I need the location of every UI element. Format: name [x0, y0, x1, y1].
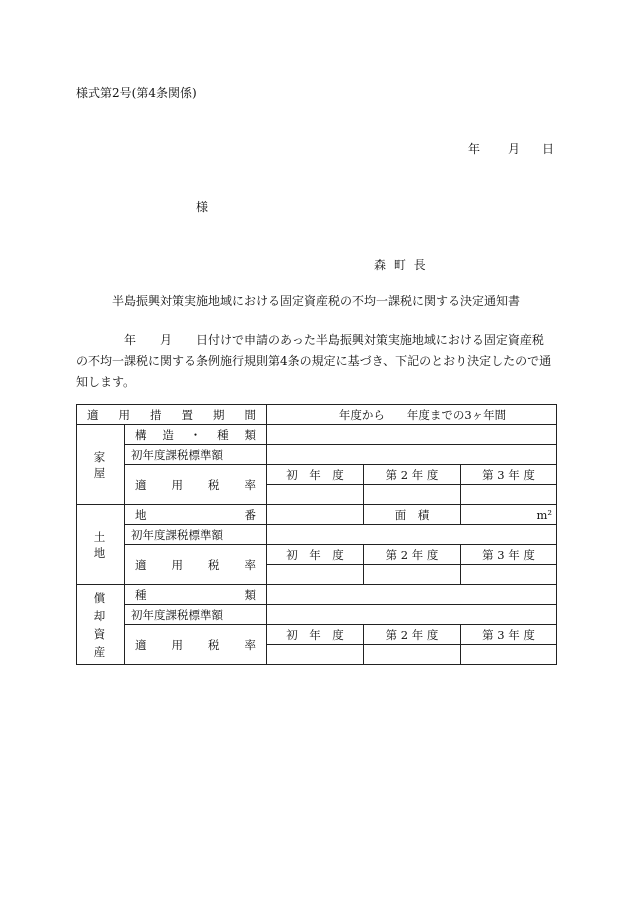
house-section-label: 家 屋	[77, 425, 125, 505]
depreciable-base-value[interactable]	[267, 605, 557, 625]
land-area-label: 面 積	[364, 505, 461, 525]
depreciable-type-value[interactable]	[267, 585, 557, 605]
period-to: 年度までの3ヶ年間	[406, 407, 507, 422]
tax-measures-table	[76, 404, 557, 665]
house-structure-label: 構 造 ・ 種 類	[125, 425, 267, 445]
land-lot-label: 地 番	[125, 505, 267, 525]
land-lot-value[interactable]	[267, 505, 364, 525]
table-row	[77, 425, 557, 445]
period-value	[267, 405, 557, 425]
addressee: 様	[196, 200, 209, 214]
house-year2-header: 第 2 年 度	[364, 465, 461, 485]
land-year3-value[interactable]	[461, 565, 557, 585]
depreciable-year1-header: 初 年 度	[267, 625, 364, 645]
depreciable-rate-label: 適 用 税 率	[125, 625, 267, 665]
date-line	[468, 140, 554, 157]
land-base-value[interactable]	[267, 525, 557, 545]
depreciable-year3-header: 第 3 年 度	[461, 625, 557, 645]
house-rate-label: 適 用 税 率	[125, 465, 267, 505]
depreciable-type-label: 種 類	[125, 585, 267, 605]
land-base-label: 初年度課税標準額	[125, 525, 267, 545]
body-line: 知します。	[76, 375, 136, 389]
depreciable-year3-value[interactable]	[461, 645, 557, 665]
land-section-label: 土 地	[77, 505, 125, 585]
table-row	[77, 625, 557, 645]
area-unit: m²	[536, 507, 552, 522]
depreciable-label-line: 償 却	[93, 590, 121, 623]
table-row	[77, 525, 557, 545]
land-area-value[interactable]	[461, 505, 557, 525]
depreciable-year2-header: 第 2 年 度	[364, 625, 461, 645]
table-row	[77, 605, 557, 625]
land-year2-header: 第 2 年 度	[364, 545, 461, 565]
land-rate-label: 適 用 税 率	[125, 545, 267, 585]
body-line: の不均一課税に関する条例施行規則第4条の規定に基づき、下記のとおり決定したので通	[76, 354, 552, 368]
house-year1-header: 初 年 度	[267, 465, 364, 485]
house-year1-value[interactable]	[267, 485, 364, 505]
table-row	[77, 465, 557, 485]
body-text	[76, 330, 556, 393]
date-month: 月	[508, 142, 521, 156]
depreciable-base-label: 初年度課税標準額	[125, 605, 267, 625]
table-row	[77, 585, 557, 605]
table-row	[77, 545, 557, 565]
land-year2-value[interactable]	[364, 565, 461, 585]
document-title: 半島振興対策実施地域における固定資産税の不均一課税に関する決定通知書	[112, 294, 521, 308]
house-year3-header: 第 3 年 度	[461, 465, 557, 485]
land-year3-header: 第 3 年 度	[461, 545, 557, 565]
house-year2-value[interactable]	[364, 485, 461, 505]
table-row	[77, 445, 557, 465]
house-structure-value[interactable]	[267, 425, 557, 445]
depreciable-year1-value[interactable]	[267, 645, 364, 665]
house-base-label: 初年度課税標準額	[125, 445, 267, 465]
table-row	[77, 505, 557, 525]
depreciable-year2-value[interactable]	[364, 645, 461, 665]
house-year3-value[interactable]	[461, 485, 557, 505]
depreciable-section-label	[77, 585, 125, 665]
body-line: 年 月 日付けで申請のあった半島振興対策実施地域における固定資産税	[124, 333, 544, 347]
depreciable-label-line: 資 産	[93, 626, 121, 659]
form-number: 様式第2号(第4条関係)	[76, 86, 197, 100]
land-year1-header: 初 年 度	[267, 545, 364, 565]
date-year: 年	[468, 142, 481, 156]
period-from: 年度から	[338, 407, 385, 422]
date-day: 日	[542, 142, 555, 156]
house-base-value[interactable]	[267, 445, 557, 465]
issuer: 森 町 長	[374, 258, 428, 272]
period-row	[77, 405, 557, 425]
land-year1-value[interactable]	[267, 565, 364, 585]
period-label: 適 用 措 置 期 間	[77, 405, 267, 425]
